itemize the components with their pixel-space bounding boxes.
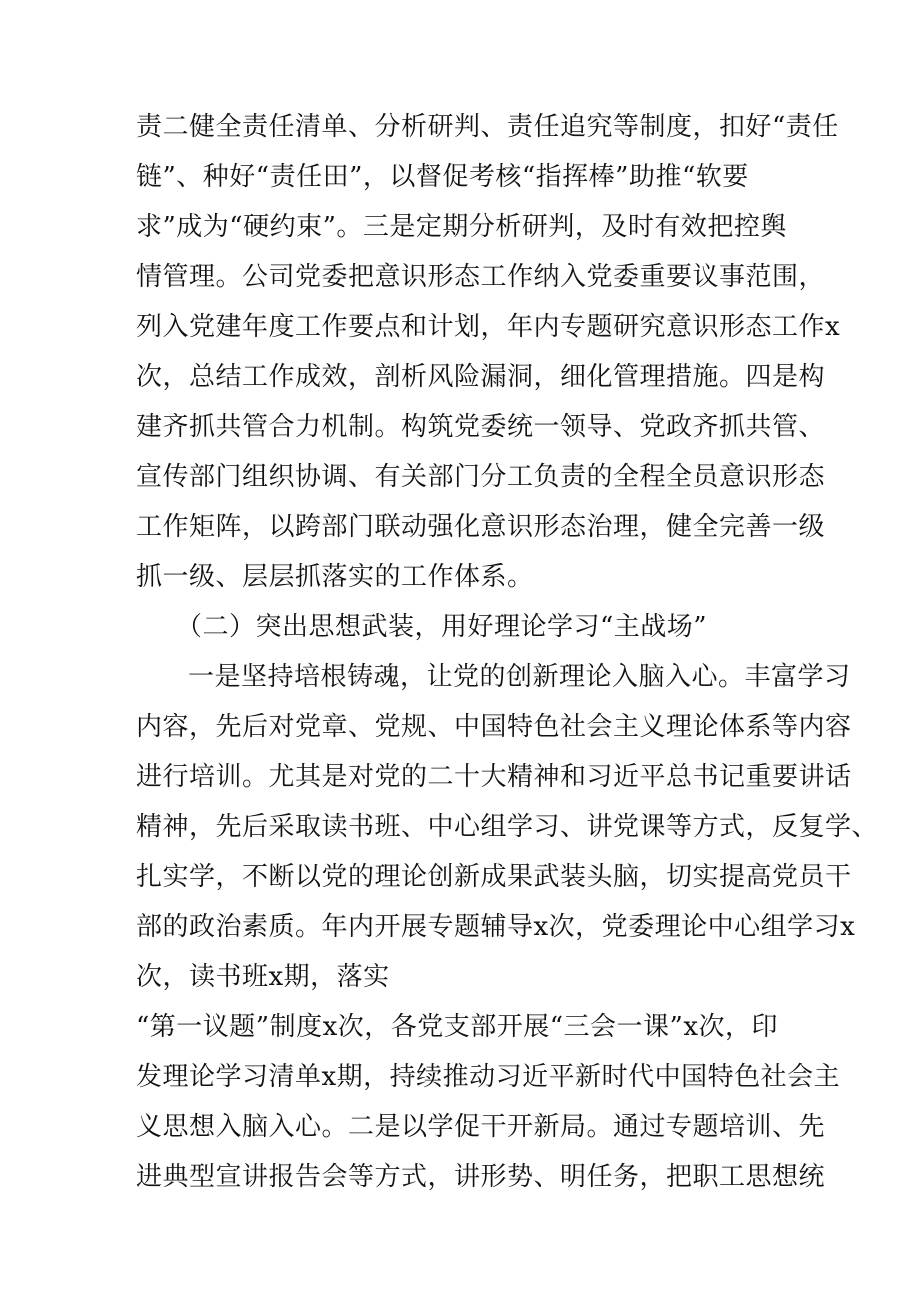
paragraph-line: 内容，先后对党章、党规、中国特色社会主义理论体系等内容 — [136, 712, 852, 742]
paragraph-line: 工作矩阵，以跨部门联动强化意识形态治理，健全完善一级 — [136, 512, 826, 542]
paragraph-line: 次，总结工作成效，剖析风险漏洞，细化管理措施。四是构 — [136, 362, 826, 392]
paragraph-line: 部的政治素质。年内开展专题辅导x次，党委理论中心组学习x — [136, 912, 856, 942]
paragraph-line: 链”、种好“责任田”，以督促考核“指挥棒”助推“软要 — [136, 162, 749, 192]
paragraph-line: 建齐抓共管合力机制。构筑党委统一领导、党政齐抓共管、 — [136, 412, 826, 442]
paragraph-line: 一是坚持培根铸魂，让党的创新理论入脑入心。丰富学习 — [188, 662, 851, 692]
paragraph-line: 责二健全责任清单、分析研判、责任追究等制度，扣好“责任 — [136, 112, 839, 142]
paragraph-line: 进典型宣讲报告会等方式，讲形势、明任务，把职工思想统 — [136, 1162, 826, 1192]
paragraph-line: 列入党建年度工作要点和计划，年内专题研究意识形态工作x — [136, 312, 841, 342]
paragraph-line: 进行培训。尤其是对党的二十大精神和习近平总书记重要讲话 — [136, 762, 852, 792]
paragraph-line: 情管理。公司党委把意识形态工作纳入党委重要议事范围， — [136, 262, 826, 292]
paragraph-line: 次，读书班x期，落实 — [136, 962, 390, 992]
paragraph-line: 精神，先后采取读书班、中心组学习、讲党课等方式，反复学、 — [136, 812, 879, 842]
paragraph-line: 发理论学习清单x期，持续推动习近平新时代中国特色社会主 — [136, 1062, 841, 1092]
section-heading: （二）突出思想武装，用好理论学习“主战场” — [176, 612, 708, 642]
paragraph-line: 宣传部门组织协调、有关部门分工负责的全程全员意识形态 — [136, 462, 826, 492]
paragraph-line: 求”成为“硬约束”。三是定期分析研判，及时有效把控舆 — [136, 212, 787, 242]
paragraph-line: 抓一级、层层抓落实的工作体系。 — [136, 562, 534, 592]
paragraph-line: “第一议题”制度x次，各党支部开展“三会一课”x次，印 — [136, 1012, 778, 1042]
paragraph-line: 扎实学，不断以党的理论创新成果武装头脑，切实提高党员干 — [136, 862, 852, 892]
paragraph-line: 义思想入脑入心。二是以学促干开新局。通过专题培训、先 — [136, 1112, 826, 1142]
